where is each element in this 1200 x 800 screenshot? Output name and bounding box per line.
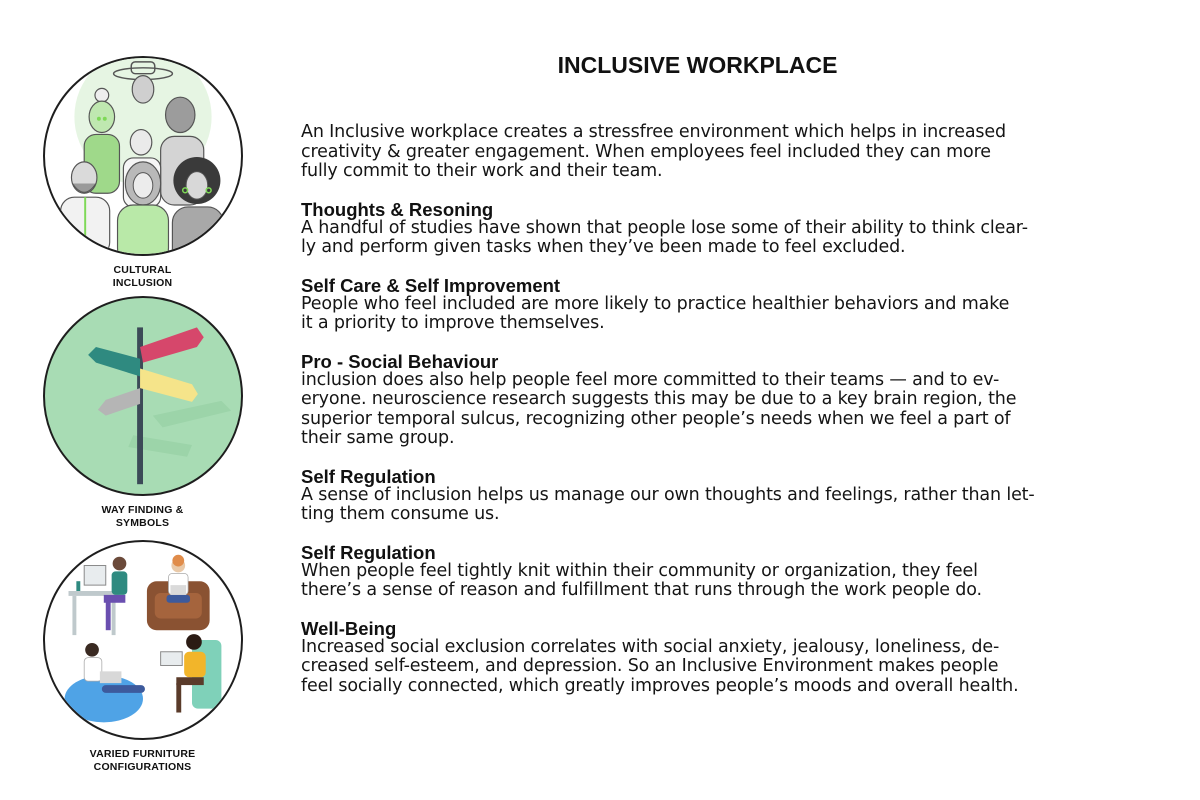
intro-paragraph: [301, 123, 1116, 182]
body-line: eryone. neuroscience research suggests this may be due to a key brain region, the: [301, 389, 1017, 409]
caption-way-finding: [40, 504, 245, 530]
section-heading: Self Regulation: [301, 541, 436, 563]
body-line: A sense of inclusion helps us manage our own thoughts and feelings, rather than let-: [301, 484, 1035, 505]
body-line: superior temporal sulcus, recognizing other people’s needs when we feel a part of: [301, 408, 1011, 429]
illustration-cultural-inclusion: [40, 56, 245, 290]
body-line: feel socially connected, which greatly improves people’s moods and overall health.: [301, 675, 1019, 696]
caption-line: CONFIGURATIONS: [93, 761, 192, 773]
section-self-regulation-2: [301, 543, 1116, 601]
section-heading: Self Regulation: [301, 465, 436, 487]
section-self-regulation-1: [301, 467, 1116, 525]
illustration-way-finding: [40, 296, 245, 530]
caption-cultural-inclusion: [40, 264, 245, 290]
section-heading: Thoughts & Resoning: [301, 198, 494, 220]
body-line: People who feel included are more likely to practice healthier behaviors and make: [301, 293, 1010, 314]
signpost-icon: [43, 296, 243, 496]
caption-line: VARIED FURNITURE: [89, 748, 196, 760]
section-self-care: [301, 276, 1116, 334]
caption-varied-furniture: [40, 748, 245, 774]
body-line: A handful of studies have shown that people lose some of their ability to think clear-: [301, 217, 1028, 238]
section-body: [301, 295, 1116, 334]
caption-line: CULTURAL: [113, 264, 172, 276]
section-well-being: [301, 619, 1116, 697]
intro-line: An Inclusive workplace creates a stressfree environment which helps in increased: [301, 122, 1006, 142]
section-pro-social: [301, 352, 1116, 449]
caption-line: SYMBOLS: [115, 517, 170, 529]
body-line: ly and perform given tasks when they’ve been made to feel excluded.: [301, 237, 906, 257]
section-heading: Well-Being: [301, 617, 397, 639]
section-body: [301, 371, 1116, 449]
section-body: [301, 219, 1116, 258]
body-line: creased self-esteem, and depression. So an Inclusive Environment makes people: [301, 656, 999, 676]
section-body: [301, 562, 1116, 601]
illustration-varied-furniture: [40, 540, 245, 774]
section-heading: Self Care & Self Improvement: [301, 274, 561, 296]
body-line: their same group.: [301, 428, 455, 448]
caption-line: INCLUSION: [112, 277, 173, 289]
section-body: [301, 486, 1116, 525]
main-content: [301, 123, 1116, 714]
caption-line: WAY FINDING &: [101, 504, 184, 516]
body-line: inclusion does also help people feel more committed to their teams — and to ev-: [301, 369, 1000, 390]
body-line: there’s a sense of reason and fulfillment that runs through the work people do.: [301, 580, 982, 600]
diverse-people-icon: [43, 56, 243, 256]
body-line: When people feel tightly knit within their community or organization, they feel: [301, 560, 978, 581]
section-body: [301, 638, 1116, 697]
intro-line: creativity & greater engagement. When employees feel included they can more: [301, 141, 991, 162]
page-title: INCLUSIVE WORKPLACE: [557, 52, 838, 78]
body-line: Increased social exclusion correlates with social anxiety, jealousy, loneliness, de-: [301, 636, 1000, 657]
body-line: ting them consume us.: [301, 504, 500, 524]
intro-line: fully commit to their work and their team.: [301, 161, 663, 181]
body-line: it a priority to improve themselves.: [301, 313, 605, 333]
furniture-workers-icon: [43, 540, 243, 740]
section-heading: Pro - Social Behaviour: [301, 350, 499, 372]
section-thoughts-reasoning: [301, 200, 1116, 258]
